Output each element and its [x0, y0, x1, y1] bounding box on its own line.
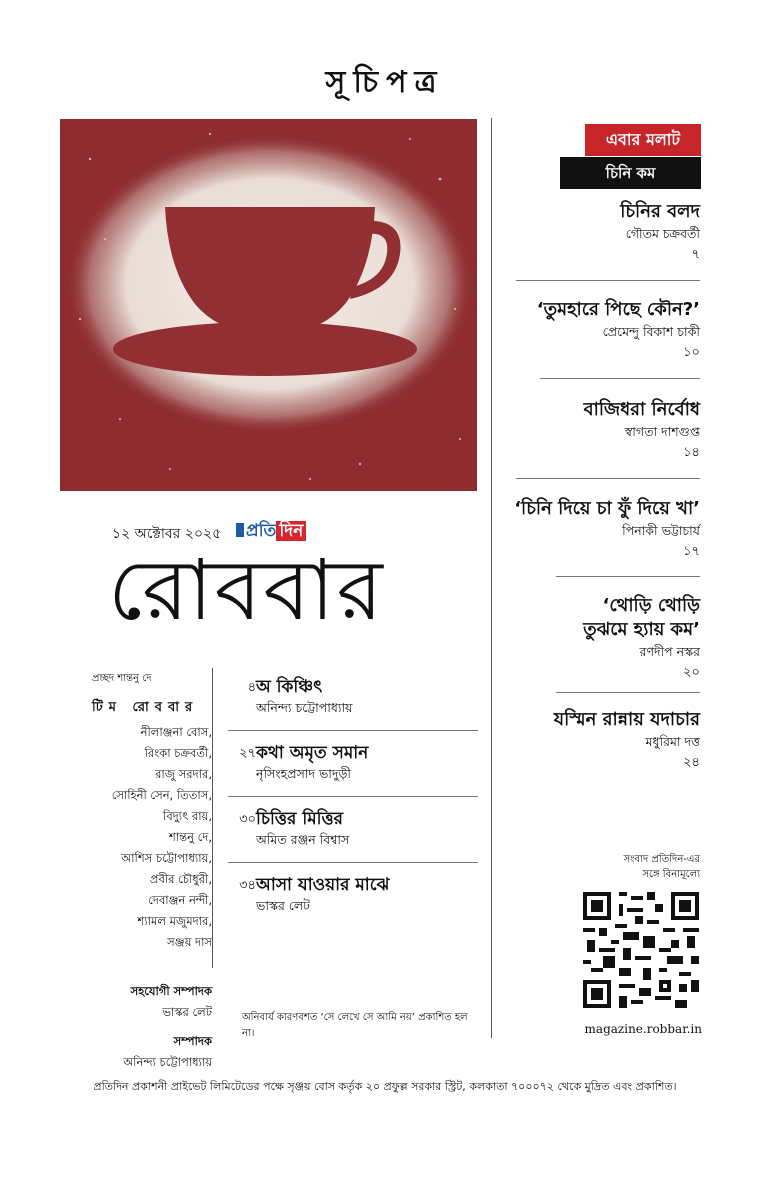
article-page: ৭	[691, 247, 700, 262]
website-url[interactable]: magazine.robbar.in	[584, 1022, 702, 1036]
article-author: স্বাগতা দাশগুপ্ত	[624, 424, 700, 439]
article-title-line1: ‘থোড়ি থোড়ি	[602, 595, 700, 616]
masthead-robbar: রোববার	[108, 541, 385, 639]
page-title: সূচিপত্র	[325, 65, 445, 100]
article-title: ‘চিনি দিয়ে চা ফুঁ দিয়ে খা’	[514, 498, 700, 519]
article-title: ‘তুমহারে পিছে কৌন?’	[536, 299, 700, 320]
column-page: ৩০	[239, 812, 256, 827]
logo-mark-icon	[236, 523, 244, 537]
column-item[interactable]	[228, 668, 478, 734]
promo-text	[580, 852, 700, 882]
cover-article[interactable]	[500, 298, 700, 364]
divider	[228, 796, 478, 797]
team-member: দেবাঞ্জন নন্দী,	[148, 893, 212, 907]
promo-line-2: সঙ্গে বিনামূল্যে	[642, 869, 700, 880]
cover-article[interactable]	[500, 594, 700, 684]
credits-block	[92, 668, 212, 1073]
article-author: মধুরিমা দত্ত	[645, 734, 700, 749]
divider	[228, 862, 478, 863]
team-member: শান্তনু দে,	[169, 830, 212, 844]
imprint-footer: প্রতিদিন প্রকাশনী প্রাইভেট লিমিটেডের পক্ষে সৃঞ্জয় বোস কর্তৃক ২০ প্রফুল্ল সরকার স্ট্রিট, কলকাতা ৭০০০৭২ থেকে মুদ্রিত এবং প্রকাশিত।	[93, 1080, 677, 1093]
divider	[556, 576, 700, 577]
divider	[516, 478, 700, 479]
article-page: ১০	[683, 345, 700, 360]
article-page: ১৪	[683, 445, 700, 460]
article-author: রণদীপ নস্কর	[639, 644, 700, 659]
article-title: চিনির বলদ	[620, 201, 700, 222]
columns-list	[228, 668, 478, 932]
cover-article[interactable]	[500, 708, 700, 774]
column-author: অমিত রঞ্জন বিশ্বাস	[256, 832, 350, 847]
cover-theme-badge: চিনি কম	[560, 157, 701, 189]
article-author: প্রেমেন্দু বিকাশ চাকী	[602, 324, 700, 339]
team-member: নীলাঞ্জনা বোস,	[140, 725, 212, 739]
issue-date: ১২ অক্টোবর ২০২৫	[112, 526, 222, 542]
cover-credit: প্রচ্ছদ শান্তনু দে	[92, 673, 152, 684]
notice-text: অনিবার্য কারণবশত ‘সে লেখে সে আমি নয়’ প্রকাশিত হল না।	[242, 1012, 468, 1039]
cover-image	[60, 119, 477, 491]
cover-article[interactable]	[500, 398, 700, 464]
column-item[interactable]	[228, 800, 478, 866]
article-page: ১৭	[683, 544, 700, 559]
team-member: শ্যামল মজুমদার,	[137, 914, 212, 928]
team-member: সোহিনী সেন, তিতাস,	[111, 788, 212, 802]
article-author: গৌতম চক্রবর্তী	[625, 226, 700, 241]
sugar-teacup-illustration	[60, 119, 477, 491]
team-member: আশিস চট্টোপাধ্যায়,	[121, 851, 212, 865]
column-title: অ কিঞ্চিৎ	[256, 677, 323, 697]
column-author: নৃসিংহপ্রসাদ ভাদুড়ী	[256, 766, 352, 781]
column-title: আসা যাওয়ার মাঝে	[256, 875, 390, 895]
team-member: রাজু সরদার,	[155, 767, 212, 781]
divider	[540, 378, 700, 379]
column-item[interactable]	[228, 734, 478, 800]
column-page: ৪	[247, 680, 256, 695]
divider	[556, 692, 700, 693]
column-author: অনিন্দ্য চট্টোপাধ্যায়	[256, 700, 353, 715]
cover-section-badge: এবার মলাট	[585, 124, 701, 156]
column-page: ৩৪	[239, 878, 256, 893]
assoc-editor-name: ভাস্কর লেট	[162, 1005, 212, 1019]
column-page: ২৭	[239, 746, 256, 761]
column-title: কথা অমৃত সমান	[256, 743, 369, 763]
article-page: ২৪	[683, 755, 700, 770]
article-page: ২০	[683, 665, 700, 680]
team-member: সঞ্জয় দাস	[167, 935, 212, 949]
team-heading: টিম রোববার	[92, 700, 199, 715]
qr-code-icon	[583, 892, 699, 1008]
column-author: ভাস্কর লেট	[256, 898, 310, 913]
assoc-editor-role: সহযোগী সম্পাদক	[130, 984, 212, 998]
pratidin-logo: প্রতি দিন	[236, 518, 306, 546]
article-title-line2: তুঝমে হ্যায় কম’	[583, 619, 700, 640]
qr-code[interactable]	[583, 892, 699, 1008]
article-author: পিনাকী ভট্টাচার্য	[622, 523, 700, 538]
article-title: বাজিধরা নির্বোধ	[583, 399, 700, 420]
credits-divider	[212, 668, 213, 968]
promo-line-1: সংবাদ প্রতিদিন-এর	[623, 854, 700, 865]
column-divider	[491, 118, 492, 1038]
divider	[228, 730, 478, 731]
cover-article[interactable]	[500, 200, 700, 266]
team-member: বিদ্যুৎ রায়,	[163, 809, 212, 823]
team-member: প্রবীর চৌধুরী,	[149, 872, 212, 886]
editor-role: সম্পাদক	[173, 1034, 212, 1048]
cover-article[interactable]	[500, 497, 700, 563]
team-member: রিংকা চক্রবর্তী,	[144, 746, 212, 760]
column-title: চিত্তির মিত্তির	[256, 809, 344, 829]
editor-name: অনিন্দ্য চট্টোপাধ্যায়	[123, 1055, 212, 1069]
column-item[interactable]	[228, 866, 478, 932]
divider	[516, 280, 700, 281]
article-title: যস্মিন রান্নায় যদাচার	[553, 709, 700, 730]
